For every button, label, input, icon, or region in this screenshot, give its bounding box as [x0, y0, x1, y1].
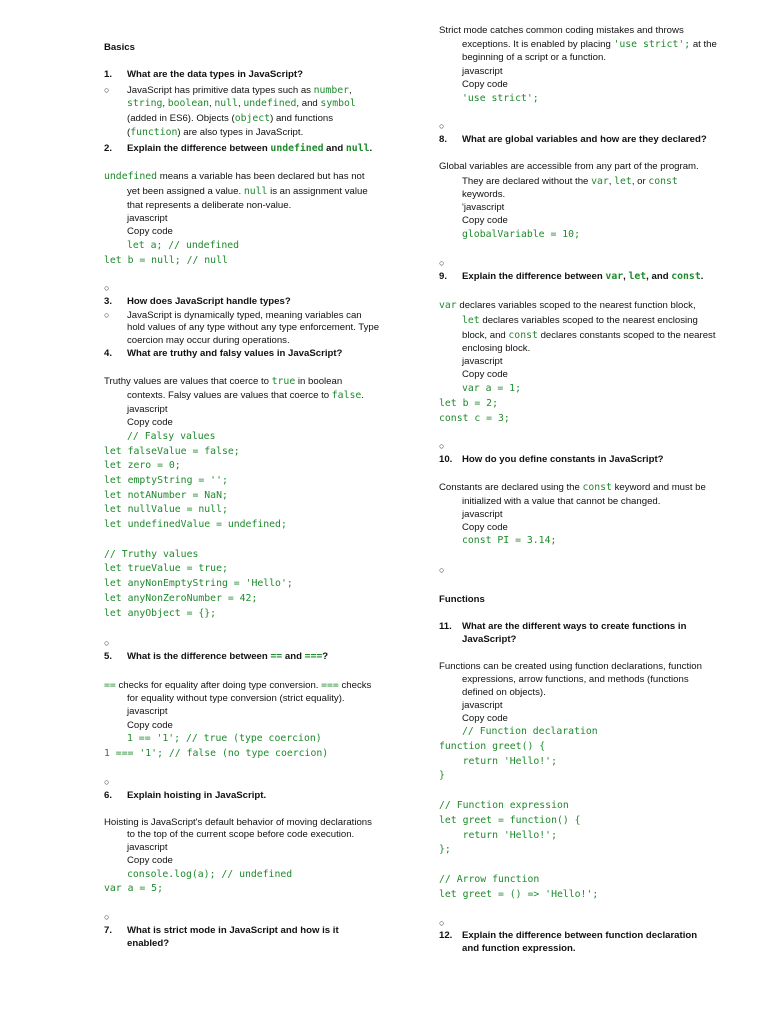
code-line: let trueValue = true;	[104, 563, 228, 574]
code-line: }	[439, 770, 445, 781]
code-line: let greet = function() {	[439, 815, 581, 826]
answer-5-line-1: == checks for equality after doing type conversion. === checks	[104, 680, 372, 691]
code-line: // Arrow function	[439, 874, 540, 885]
answer-3-line-2: hold values of any type without any type enforcement. Type	[127, 322, 380, 333]
code-line: let emptyString = '';	[104, 475, 228, 486]
answer-9-line-2: let declares variables scoped to the nearest enclosing	[462, 315, 698, 326]
answer-6-line-2: to the top of the current scope before code execution.	[127, 829, 355, 840]
code-language-label: javascript	[127, 404, 168, 415]
question-7: 7. What is strict mode in JavaScript and how is it	[104, 925, 339, 936]
answer-1-line-1: ○ JavaScript has primitive data types such as number,	[104, 85, 352, 96]
separator-bullet: ○	[104, 638, 110, 648]
answer-11-line-3: defined on objects).	[462, 687, 546, 698]
code-line: function greet() {	[439, 741, 546, 752]
copy-code-button[interactable]: Copy code	[462, 713, 508, 724]
answer-2-line-1: undefined means a variable has been declared but has not	[104, 171, 365, 182]
question-8: 8. What are global variables and how are they declared?	[439, 134, 707, 145]
code-line: let undefinedValue = undefined;	[104, 519, 287, 530]
code-line: return 'Hello!';	[439, 756, 557, 767]
code-line: let a; // undefined	[127, 240, 240, 251]
copy-code-button[interactable]: Copy code	[462, 369, 508, 380]
answer-2-line-3: that represents a deliberate non-value.	[127, 200, 292, 211]
answer-7-line-2: exceptions. It is enabled by placing 'use strict'; at the	[462, 39, 717, 50]
code-language-label: javascript	[127, 842, 168, 853]
answer-1-line-3: (added in ES6). Objects (object) and functions	[127, 113, 334, 124]
code-line: // Falsy values	[127, 431, 216, 442]
code-line: let b = 2;	[439, 398, 498, 409]
question-11: 11. What are the different ways to create functions in	[439, 621, 687, 632]
answer-3-line-1: ○ JavaScript is dynamically typed, meaning variables can	[104, 310, 362, 321]
question-4: 4. What are truthy and falsy values in JavaScript?	[104, 348, 343, 359]
code-line: 1 === '1'; // false (no type coercion)	[104, 748, 329, 759]
answer-10-line-1: Constants are declared using the const keyword and must be	[439, 482, 706, 493]
code-line: globalVariable = 10;	[462, 229, 580, 240]
copy-code-button[interactable]: Copy code	[127, 855, 173, 866]
code-line: let anyNonZeroNumber = 42;	[104, 593, 258, 604]
answer-2-line-2: yet been assigned a value. null is an assignment value	[127, 186, 368, 197]
question-7-line-2: enabled?	[127, 938, 170, 949]
code-line: // Function declaration	[462, 726, 598, 737]
answer-9-line-3: block, and const declares constants scoped to the nearest	[462, 330, 716, 341]
question-12-line-2: and function expression.	[462, 943, 576, 954]
answer-1-line-4: (function) are also types in JavaScript.	[127, 127, 304, 138]
code-line: let zero = 0;	[104, 460, 181, 471]
question-9: 9. Explain the difference between var, let, and const.	[439, 271, 704, 282]
code-line: 'use strict';	[462, 93, 539, 104]
answer-10-line-2: initialized with a value that cannot be changed.	[462, 496, 661, 507]
question-11-line-2: JavaScript?	[462, 634, 517, 645]
code-line: var a = 5;	[104, 883, 163, 894]
code-line: // Function expression	[439, 800, 569, 811]
code-line: console.log(a); // undefined	[127, 869, 293, 880]
code-line: let nullValue = null;	[104, 504, 228, 515]
code-line: var a = 1;	[462, 383, 521, 394]
code-language-label: javascript	[462, 356, 503, 367]
answer-8-line-1: Global variables are accessible from any part of the program.	[439, 161, 699, 172]
separator-bullet: ○	[104, 777, 110, 787]
separator-bullet: ○	[104, 283, 110, 293]
copy-code-button[interactable]: Copy code	[462, 522, 508, 533]
answer-7-line-3: beginning of a script or a function.	[462, 52, 606, 63]
question-6: 6. Explain hoisting in JavaScript.	[104, 790, 267, 801]
copy-code-button[interactable]: Copy code	[462, 79, 508, 90]
answer-11-line-1: Functions can be created using function declarations, function	[439, 661, 702, 672]
question-3: 3. How does JavaScript handle types?	[104, 296, 291, 307]
code-language-label: javascript	[462, 66, 503, 77]
code-language-label: javascript	[462, 700, 503, 711]
code-line: let anyNonEmptyString = 'Hello';	[104, 578, 293, 589]
copy-code-button[interactable]: Copy code	[462, 215, 508, 226]
code-language-label: 'javascript	[462, 202, 505, 213]
separator-bullet: ○	[439, 565, 445, 575]
answer-4-line-2: contexts. Falsy values are values that coerce to false.	[127, 390, 364, 401]
code-line: const PI = 3.14;	[462, 535, 557, 546]
copy-code-button[interactable]: Copy code	[127, 226, 173, 237]
answer-7-line-1: Strict mode catches common coding mistakes and throws	[439, 25, 684, 36]
answer-9-line-1: var declares variables scoped to the nearest function block,	[439, 300, 696, 311]
question-1: 1. What are the data types in JavaScript?	[104, 69, 303, 80]
answer-8-line-3: keywords.	[462, 189, 506, 200]
question-2: 2. Explain the difference between undefined and null.	[104, 143, 373, 154]
answer-1-line-2: string, boolean, null, undefined, and symbol	[127, 98, 356, 109]
answer-6-line-1: Hoisting is JavaScript's default behavior of moving declarations	[104, 817, 372, 828]
code-language-label: javascript	[462, 509, 503, 520]
answer-3-line-3: coercion may occur during operations.	[127, 335, 290, 346]
copy-code-button[interactable]: Copy code	[127, 417, 173, 428]
answer-9-line-4: enclosing block.	[462, 343, 531, 354]
question-12: 12. Explain the difference between function declaration	[439, 930, 698, 941]
code-line: let greet = () => 'Hello!';	[439, 889, 599, 900]
separator-bullet: ○	[439, 258, 445, 268]
code-line: const c = 3;	[439, 413, 510, 424]
section-title-functions: Functions	[439, 594, 485, 605]
code-line: return 'Hello!';	[439, 830, 557, 841]
code-language-label: javascript	[127, 213, 168, 224]
code-line: };	[439, 844, 451, 855]
copy-code-button[interactable]: Copy code	[127, 720, 173, 731]
code-language-label: javascript	[127, 706, 168, 717]
separator-bullet: ○	[104, 912, 110, 922]
separator-bullet: ○	[439, 918, 445, 928]
answer-8-line-2: They are declared without the var, let, or const	[462, 176, 678, 187]
code-line: let falseValue = false;	[104, 446, 240, 457]
code-line: let b = null; // null	[104, 255, 228, 266]
question-5: 5. What is the difference between == and ===?	[104, 651, 329, 662]
answer-4-line-1: Truthy values are values that coerce to true in boolean	[104, 376, 343, 387]
code-line: let notANumber = NaN;	[104, 490, 228, 501]
code-line: let anyObject = {};	[104, 608, 217, 619]
separator-bullet: ○	[439, 441, 445, 451]
code-line: // Truthy values	[104, 549, 199, 560]
answer-5-line-2: for equality without type conversion (strict equality).	[127, 693, 345, 704]
section-title-basics: Basics	[104, 42, 135, 53]
code-line: 1 == '1'; // true (type coercion)	[127, 733, 322, 744]
answer-11-line-2: expressions, arrow functions, and methods (functions	[462, 674, 689, 685]
separator-bullet: ○	[439, 121, 445, 131]
question-10: 10. How do you define constants in JavaScript?	[439, 454, 664, 465]
